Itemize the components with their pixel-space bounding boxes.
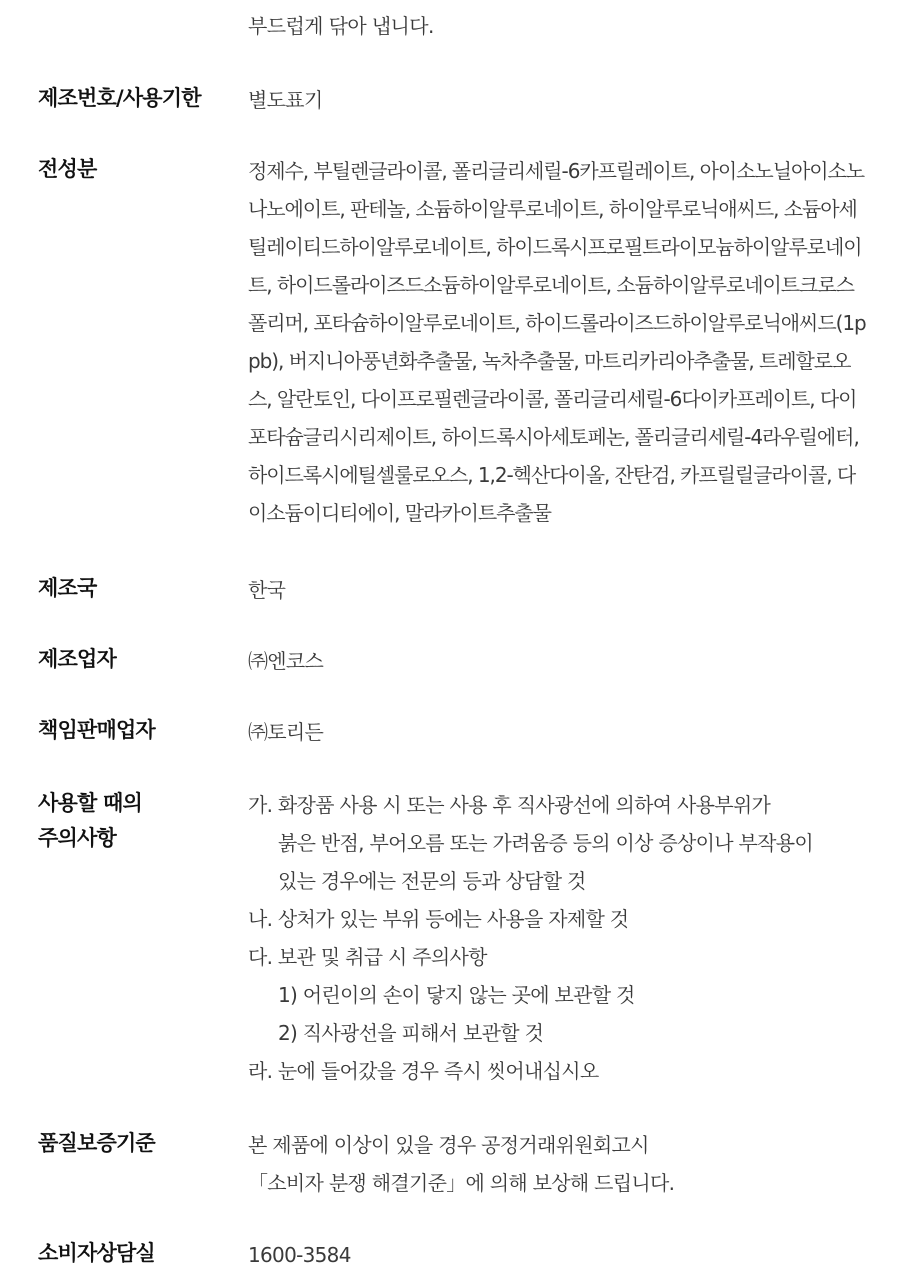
ingredients-text: 정제수, 부틸렌글라이콜, 폴리글리세릴-6카프릴레이트, 아이소노닐아이소노나노에이트, 판테놀, 소듐하이알루로네이트, 하이알루로닉애씨드, 소듐아세틸레이티드하이알루로네이트, 하이드록시프로필트라이모늄하이알루로네이트, 하이드롤라이즈드소듐하이알루로네이트, 소듐하이알루로네이트크로스폴리머, 포타슘하이알루로네이트, 하이드롤라이즈드하이알루로닉애씨드(1ppb), 버지니아풍년화추출물, 녹차추출물, 마트리카리아추출물, 트레할로오스, 알란토인, 다이프로필렌글라이콜, 폴리글리세릴-6다이카프레이트, 다이포타슘글리시리제이트, 하이드록시아세토페논, 폴리글리세릴-4라우릴에터, 하이드록시에틸셀룰로오스, 1,2-헥산다이올, 잔탄검, 카프릴릴글라이콜, 다이소듐이디티에이, 말라카이트추출물	[248, 159, 866, 525]
row-label: 품질보증기준	[38, 1131, 155, 1155]
row-label: 소비자상담실	[38, 1241, 155, 1265]
caution-item: 2) 직사광선을 피해서 보관할 것	[278, 1021, 544, 1045]
label-line: 주의사항	[38, 826, 116, 850]
caution-list	[248, 786, 866, 1090]
row-label: 제조업자	[38, 647, 116, 671]
usage-text-tail: 부드럽게 닦아 냅니다.	[248, 14, 434, 38]
caution-item: 붉은 반점, 부어오름 또는 가려움증 등의 이상 증상이나 부작용이	[278, 831, 814, 855]
row-value: ㈜엔코스	[248, 649, 324, 673]
row-label	[38, 786, 238, 856]
row-label: 제조번호/사용기한	[38, 86, 201, 110]
row-value: 한국	[248, 578, 286, 602]
caution-item: 나. 상처가 있는 부위 등에는 사용을 자제할 것	[248, 907, 629, 931]
label-line: 사용할 때의	[38, 791, 142, 815]
quality-line: 본 제품에 이상이 있을 경우 공정거래위원회고시	[248, 1133, 649, 1157]
caution-item: 있는 경우에는 전문의 등과 상담할 것	[278, 869, 586, 893]
caution-item: 다. 보관 및 취급 시 주의사항	[248, 945, 487, 969]
quality-line: 「소비자 분쟁 해결기준」에 의해 보상해 드립니다.	[248, 1171, 675, 1195]
row-value: 1600-3584	[248, 1243, 351, 1267]
row-label: 전성분	[38, 157, 97, 181]
row-label: 책임판매업자	[38, 718, 155, 742]
row-value: 별도표기	[248, 88, 323, 112]
caution-item: 가. 화장품 사용 시 또는 사용 후 직사광선에 의하여 사용부위가	[248, 793, 771, 817]
row-label: 제조국	[38, 576, 97, 600]
caution-item: 라. 눈에 들어갔을 경우 즉시 씻어내십시오	[248, 1059, 599, 1083]
row-value	[248, 1126, 866, 1202]
caution-item: 1) 어린이의 손이 닿지 않는 곳에 보관할 것	[278, 983, 635, 1007]
row-value: ㈜토리든	[248, 720, 324, 744]
